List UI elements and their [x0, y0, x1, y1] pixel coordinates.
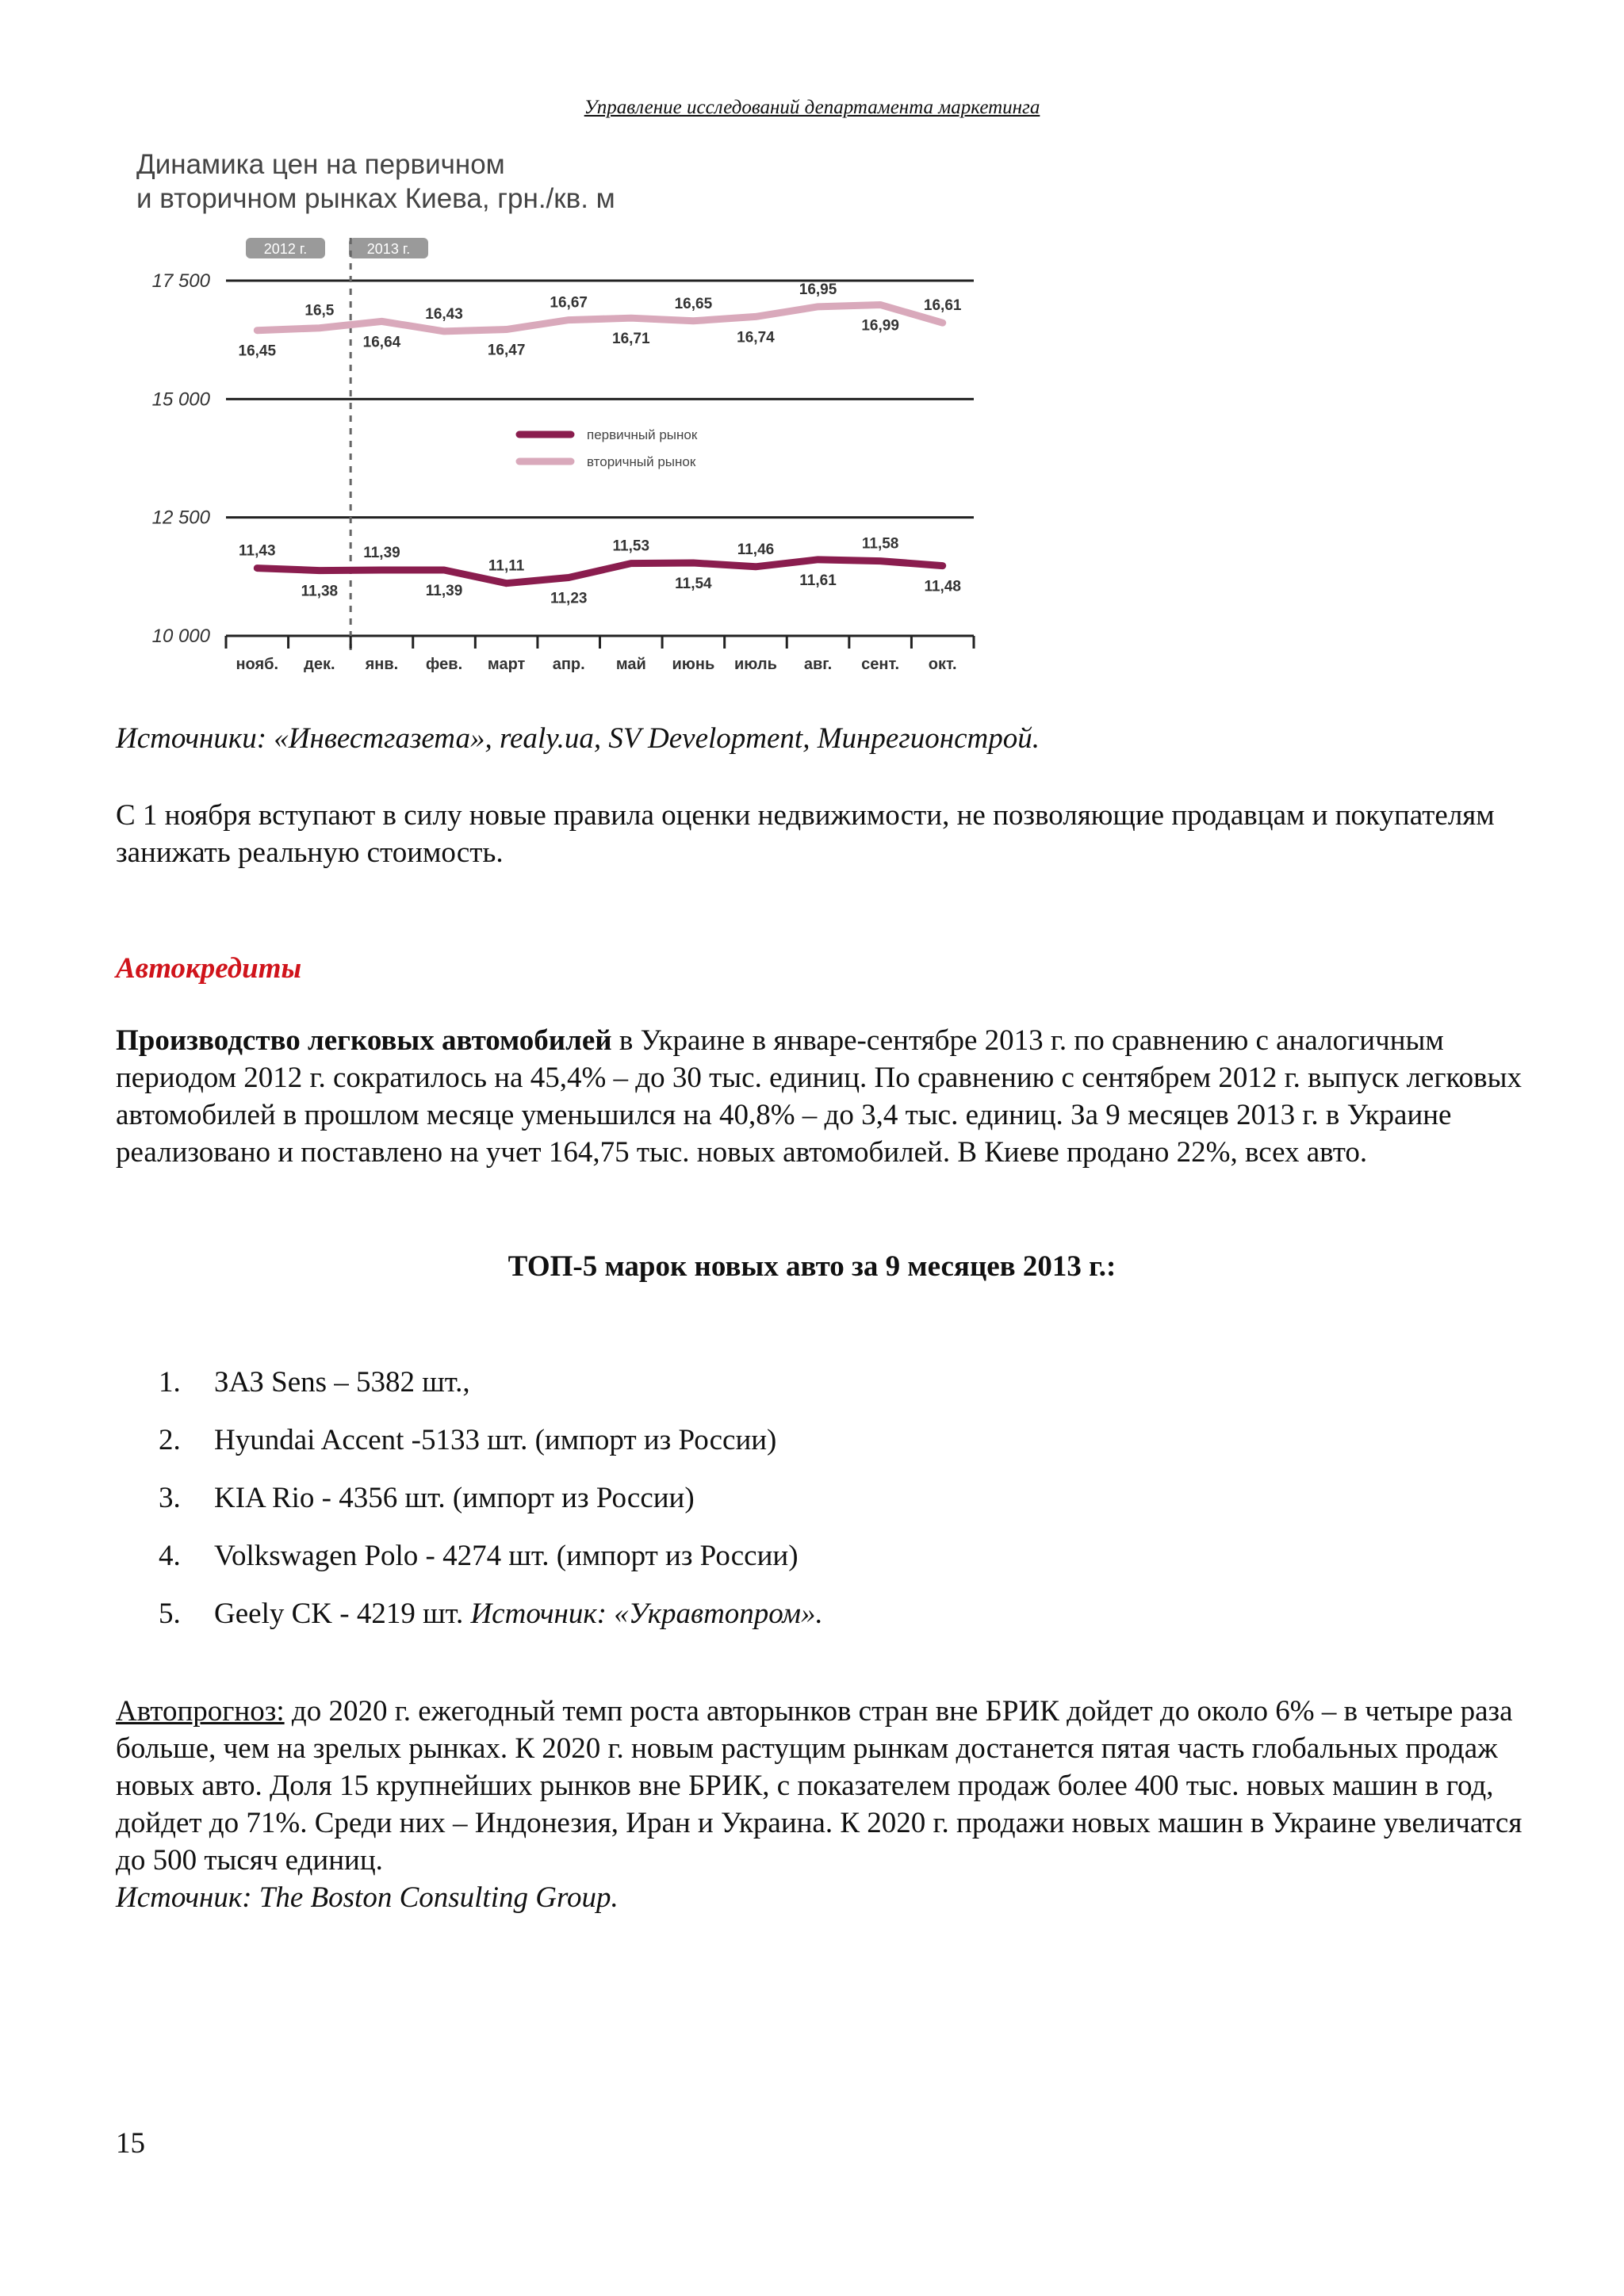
chart-title-line-1: Динамика цен на первичном	[136, 149, 505, 180]
data-label: 16,47	[487, 342, 526, 359]
y-tick-label: 17 500	[151, 270, 210, 292]
list-item	[159, 1595, 823, 1653]
top5-title: ТОП-5 марок новых авто за 9 месяцев 2013 г.:	[508, 1250, 1116, 1283]
forecast-source: Источник: The Boston Consulting Group.	[116, 1881, 619, 1914]
chart-title-line-2: и вторичном рынках Киева, грн./кв. м	[136, 183, 615, 214]
year-tag: 2013 г.	[366, 241, 411, 257]
list-text: Geely CK - 4219 шт.	[214, 1598, 471, 1630]
top5-list	[159, 1364, 823, 1653]
data-label: 11,38	[301, 583, 339, 600]
list-text: ЗАЗ Sens – 5382 шт.,	[214, 1366, 470, 1399]
data-label: 16,99	[861, 317, 899, 335]
x-tick-label: июнь	[672, 656, 715, 673]
list-item	[159, 1537, 823, 1595]
x-tick-label: апр.	[552, 656, 585, 673]
paragraph-auto-forecast	[116, 1693, 1543, 1916]
list-number: 3.	[159, 1482, 181, 1514]
data-label: 16,74	[737, 329, 775, 346]
page-number: 15	[116, 2127, 145, 2160]
car-production-lead: Производство легковых автомобилей	[116, 1024, 612, 1057]
x-tick-label: июль	[734, 656, 777, 673]
data-label: 11,39	[363, 544, 400, 561]
x-tick-label: авг.	[803, 656, 833, 673]
x-tick-label: март	[487, 656, 526, 673]
price-chart	[119, 230, 991, 682]
y-tick-label: 12 500	[151, 507, 210, 529]
data-label: 11,61	[799, 572, 837, 589]
data-label: 16,95	[799, 281, 837, 298]
x-tick-label: дек.	[304, 656, 335, 673]
data-label: 16,71	[612, 331, 650, 348]
data-label: 11,11	[488, 557, 525, 575]
series-line-secondary	[257, 304, 942, 331]
y-tick-label: 15 000	[151, 388, 210, 411]
list-number: 4.	[159, 1540, 181, 1572]
paragraph-valuation: С 1 ноября вступают в силу новые правила оценки недвижимости, не позволяющие продавцам и покупателям занижать реальную стоимость.	[116, 799, 1495, 869]
data-label: 11,58	[861, 535, 899, 553]
data-label: 16,65	[674, 295, 713, 312]
list-text: Volkswagen Polo - 4274 шт. (импорт из России)	[214, 1540, 799, 1572]
list-number: 2.	[159, 1424, 181, 1456]
x-tick-label: окт.	[928, 656, 957, 673]
list-number: 5.	[159, 1598, 181, 1630]
data-label: 11,43	[239, 542, 276, 560]
car-production-text: в Украине в январе-сентябре 2013 г. по сравнению с аналогичным периодом 2012 г. сократилось на 45,4% – до 30 тыс. единиц. По сравнению с сентябрем 2012 г. выпуск легковых автомобилей в прошлом месяце уменьшился на 40,8% – до 3,4 тыс. единиц. За 9 месяцев 2013 г. в Украине реализовано и поставлено на учет 164,75 тыс. новых автомобилей. В Киеве продано 22%, всех авто.	[116, 1024, 1522, 1169]
data-label: 16,64	[362, 334, 401, 351]
data-label: 11,48	[924, 578, 961, 595]
data-label: 16,61	[923, 297, 962, 315]
legend-label: вторичный рынок	[587, 454, 696, 469]
data-label: 16,45	[238, 342, 277, 360]
x-tick-label: май	[615, 656, 646, 673]
x-tick-label: янв.	[365, 656, 399, 673]
legend-label: первичный рынок	[587, 427, 698, 442]
paragraph-car-production	[116, 1022, 1543, 1171]
data-label: 16,5	[304, 302, 335, 320]
sources-line: Источники: «Инвестгазета», realy.ua, SV Development, Минрегионстрой.	[116, 722, 1040, 755]
data-label: 11,54	[675, 576, 712, 593]
forecast-label: Автопрогноз:	[116, 1695, 285, 1728]
section-heading-auto-loans: Автокредиты	[116, 952, 302, 985]
x-tick-label: сент.	[861, 656, 900, 673]
x-tick-label: нояб.	[236, 656, 279, 673]
chart-title	[136, 147, 850, 216]
forecast-text: до 2020 г. ежегодный темп роста авторынков стран вне БРИК дойдет до около 6% – в четыре раза больше, чем на зрелых рынках. К 2020 г. новым растущим рынкам достанется пятая часть глобальных продаж новых авто. Доля 15 крупнейших рынков вне БРИК, с показателем продаж более 400 тыс. новых машин в год, дойдет до 71%. Среди них – Индонезия, Иран и Украина. К 2020 г. продажи новых машин в Украине увеличатся до 500 тысяч единиц.	[116, 1695, 1522, 1877]
x-tick-label: фев.	[425, 656, 463, 673]
series-line-primary	[257, 557, 942, 584]
page-header: Управление исследований департамента маркетинга	[584, 97, 1040, 118]
data-label: 11,53	[612, 538, 650, 555]
year-tag: 2012 г.	[263, 241, 308, 257]
data-label: 11,23	[550, 590, 588, 607]
data-label: 16,43	[425, 305, 463, 323]
list-item	[159, 1422, 823, 1479]
data-label: 16,67	[550, 294, 588, 312]
list-item	[159, 1479, 823, 1537]
list-text: Hyundai Accent -5133 шт. (импорт из России)	[214, 1424, 777, 1456]
list-source: Источник: «Укравтопром».	[470, 1598, 823, 1630]
list-item	[159, 1364, 823, 1422]
data-label: 11,46	[737, 541, 775, 558]
list-text: KIA Rio - 4356 шт. (импорт из России)	[214, 1482, 695, 1514]
list-number: 1.	[159, 1366, 181, 1399]
y-tick-label: 10 000	[151, 626, 210, 647]
data-label: 11,39	[425, 582, 463, 599]
